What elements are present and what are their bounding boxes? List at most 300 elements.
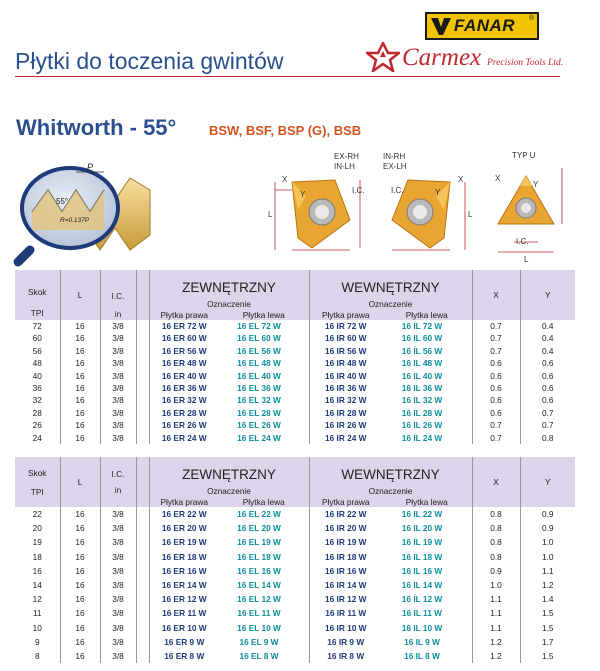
internal-left-code: 16 IL 22 W — [401, 509, 443, 519]
spacer-cell — [462, 345, 472, 357]
external-right-code: 16 ER 56 W — [161, 345, 207, 356]
fanar-brand-text: FANAR — [454, 16, 516, 35]
table-row — [15, 550, 575, 564]
internal-right-code: 16 IR 10 W — [324, 622, 367, 633]
spacer-cell — [136, 419, 149, 431]
x-cell: 0.7 — [472, 419, 520, 431]
external-right-code: 16 ER 36 W — [161, 383, 207, 394]
l-cell: 16 — [60, 535, 100, 549]
y-header-2: Y — [520, 457, 575, 507]
spacer-cell — [136, 507, 149, 521]
table-row — [15, 649, 575, 663]
table-row — [15, 635, 575, 649]
ic-cell: 3/8 — [100, 635, 136, 649]
external-left-code: 16 EL 56 W — [237, 345, 281, 356]
carmex-star-icon — [366, 42, 400, 72]
external-right-code: 16 ER 40 W — [161, 370, 207, 381]
y-cell: 1.5 — [541, 608, 554, 619]
x-cell: 0.8 — [472, 521, 520, 535]
ic-cell: 3/8 — [100, 432, 136, 444]
skok-header-2 — [15, 457, 60, 507]
external-designation-2: Oznaczenie — [149, 485, 309, 496]
spacer-cell — [136, 407, 149, 419]
table-row — [15, 394, 575, 406]
ic-cell: 3/8 — [100, 507, 136, 521]
external-left-code: 16 EL 28 W — [237, 407, 281, 418]
l-cell: 16 — [60, 320, 100, 332]
insert-right-y: Y — [533, 180, 539, 189]
ic-cell: 3/8 — [100, 332, 136, 344]
tpi-cell: 8 — [15, 649, 60, 663]
internal-left-code: 16 IL 20 W — [401, 523, 443, 534]
external-left-code: 16 EL 11 W — [237, 608, 281, 619]
x-cell: 0.6 — [472, 382, 520, 394]
internal-right-code: 16 IR 26 W — [324, 420, 367, 431]
external-right-code: 16 ER 22 W — [161, 509, 207, 519]
l-cell: 16 — [60, 345, 100, 357]
internal-right-code: 16 IR 40 W — [324, 370, 367, 381]
external-designation: Oznaczenie — [149, 298, 309, 309]
external-right-code: 16 ER 16 W — [161, 565, 207, 576]
spacer-cell — [136, 357, 149, 369]
y-cell: 0.8 — [541, 432, 554, 443]
l-cell: 16 — [60, 606, 100, 620]
y-cell: 1.7 — [541, 636, 554, 647]
ic-cell: 3/8 — [100, 394, 136, 406]
table-row — [15, 357, 575, 369]
internal-left-code: 16 IL 36 W — [401, 383, 443, 394]
internal-right-code: 16 IR 28 W — [324, 407, 367, 418]
internal-right-code: 16 IR 19 W — [324, 537, 367, 548]
ic-cell: 3/8 — [100, 606, 136, 620]
external-right-header: Płytka prawa — [149, 309, 219, 320]
skok-label-2: Skok — [28, 467, 47, 478]
external-left-code: 16 EL 24 W — [237, 432, 281, 443]
internal-left-header-2: Płytka lewa — [382, 496, 472, 507]
internal-left-code: 16 IL 32 W — [401, 395, 443, 406]
table-row — [15, 320, 575, 332]
spacer-cell — [136, 592, 149, 606]
spacer-cell — [299, 535, 309, 549]
internal-left-code: 16 IL 18 W — [401, 551, 443, 562]
l-cell: 16 — [60, 382, 100, 394]
tpi-cell: 32 — [15, 394, 60, 406]
internal-right-code: 16 IR 14 W — [324, 580, 367, 591]
skok-label: Skok — [28, 287, 47, 297]
external-right-code: 16 ER 32 W — [161, 395, 207, 406]
spacer-cell — [299, 578, 309, 592]
table-row — [15, 507, 575, 521]
ic-cell: 3/8 — [100, 592, 136, 606]
ic-cell: 3/8 — [100, 649, 136, 663]
spacer-cell — [462, 578, 472, 592]
spacer-cell — [462, 535, 472, 549]
spacer-cell — [136, 621, 149, 635]
internal-right-code: 16 IR 20 W — [324, 523, 367, 534]
spacer-cell — [136, 370, 149, 382]
tpi-cell: 40 — [15, 370, 60, 382]
insert-mid-x: X — [458, 175, 464, 184]
l-cell: 16 — [60, 432, 100, 444]
spacer-cell — [136, 521, 149, 535]
internal-right-code: 16 IR 9 W — [327, 636, 365, 647]
spacer-cell — [299, 345, 309, 357]
x-cell: 0.7 — [472, 432, 520, 444]
spacer-cell — [299, 357, 309, 369]
spacer-cell — [136, 394, 149, 406]
external-right-header-2: Płytka prawa — [149, 496, 219, 507]
internal-right-code: 16 IR 24 W — [324, 432, 367, 443]
internal-right-code: 16 IR 48 W — [324, 358, 367, 369]
ic-cell: 3/8 — [100, 521, 136, 535]
tpi-label-2: TPI — [30, 486, 44, 497]
l-cell: 16 — [60, 550, 100, 564]
y-cell: 1.2 — [541, 580, 554, 591]
x-cell: 0.8 — [472, 550, 520, 564]
y-cell: 0.7 — [541, 407, 554, 418]
spacer-cell — [299, 382, 309, 394]
tpi-cell: 16 — [15, 564, 60, 578]
l-cell: 16 — [60, 419, 100, 431]
x-cell: 0.9 — [472, 564, 520, 578]
external-left-code: 16 EL 16 W — [237, 565, 281, 576]
insert-left-label-1: EX-RH — [334, 152, 359, 161]
spacer-cell — [299, 394, 309, 406]
spacer-cell — [136, 578, 149, 592]
tpi-cell: 18 — [15, 550, 60, 564]
insert-mid-y: Y — [435, 188, 441, 197]
internal-left-code: 16 IL 26 W — [401, 420, 443, 431]
l-cell: 16 — [60, 407, 100, 419]
spacer-cell — [136, 382, 149, 394]
external-left-code: 16 EL 26 W — [237, 420, 281, 431]
spacer-cell — [462, 649, 472, 663]
internal-right-code: 16 IR 16 W — [324, 565, 367, 576]
external-right-code: 16 ER 18 W — [161, 551, 207, 562]
y-cell: 1.5 — [541, 622, 554, 633]
x-cell: 1.0 — [472, 578, 520, 592]
tpi-cell: 12 — [15, 592, 60, 606]
internal-left-code: 16 IL 10 W — [401, 622, 443, 633]
tpi-cell: 28 — [15, 407, 60, 419]
tpi-cell: 56 — [15, 345, 60, 357]
spacer-cell — [299, 564, 309, 578]
ic-label: I.C. — [111, 291, 125, 301]
x-cell: 0.7 — [472, 332, 520, 344]
x-cell: 0.6 — [472, 357, 520, 369]
l-cell: 16 — [60, 521, 100, 535]
external-right-code: 16 ER 72 W — [161, 321, 207, 331]
spacer-cell — [136, 635, 149, 649]
tpi-cell: 60 — [15, 332, 60, 344]
spacer-cell — [299, 507, 309, 521]
external-left-code: 16 EL 9 W — [239, 636, 279, 647]
x-cell: 1.1 — [472, 606, 520, 620]
tpi-cell: 36 — [15, 382, 60, 394]
internal-right-code: 16 IR 18 W — [324, 551, 367, 562]
header-divider — [15, 76, 560, 77]
internal-left-code: 16 IL 11 W — [402, 608, 442, 619]
ic-cell: 3/8 — [100, 407, 136, 419]
section-title: Whitworth - 55° — [16, 115, 177, 140]
l-cell: 16 — [60, 370, 100, 382]
table-row — [15, 345, 575, 357]
insert-mid-label-2: EX-LH — [383, 162, 407, 171]
x-header-2: X — [472, 457, 520, 507]
l-cell: 16 — [60, 635, 100, 649]
l-cell: 16 — [60, 578, 100, 592]
spacer-cell — [462, 332, 472, 344]
x-cell: 1.1 — [472, 592, 520, 606]
internal-right-header-2: Płytka prawa — [309, 496, 382, 507]
internal-right-code: 16 IR 56 W — [324, 345, 367, 356]
internal-designation: Oznaczenie — [309, 298, 472, 309]
registered-mark: ® — [528, 15, 534, 22]
spacer-cell — [136, 535, 149, 549]
y-cell: 1.0 — [541, 537, 554, 548]
ic-header-2 — [100, 457, 136, 507]
spacer-cell — [136, 564, 149, 578]
internal-right-code: 16 IR 72 W — [324, 321, 367, 331]
internal-left-code: 16 IL 14 W — [401, 580, 443, 591]
spacer-cell — [136, 649, 149, 663]
ic-cell: 3/8 — [100, 621, 136, 635]
insert-mid-ic: I.C. — [391, 186, 404, 195]
x-cell: 0.6 — [472, 407, 520, 419]
l-cell: 16 — [60, 564, 100, 578]
insert-mid-l: L — [468, 210, 473, 219]
spacer-cell — [136, 332, 149, 344]
external-left-header: Płytka lewa — [219, 309, 309, 320]
external-left-code: 16 EL 19 W — [237, 537, 281, 548]
ic-cell: 3/8 — [100, 382, 136, 394]
thread-standards: BSW, BSF, BSP (G), BSB — [209, 123, 362, 138]
external-left-code: 16 EL 22 W — [237, 509, 281, 519]
ic-header — [100, 270, 136, 320]
internal-left-code: 16 IL 8 W — [404, 651, 440, 662]
table-whitworth-fine — [15, 270, 575, 444]
l-cell: 16 — [60, 332, 100, 344]
y-cell: 0.7 — [541, 420, 554, 431]
internal-left-code: 16 IL 9 W — [404, 636, 440, 647]
l-cell: 16 — [60, 592, 100, 606]
external-right-code: 16 ER 26 W — [161, 420, 207, 431]
internal-right-code: 16 IR 32 W — [324, 395, 367, 406]
spacer-cell — [299, 635, 309, 649]
page-title: Płytki do toczenia gwintów — [15, 48, 284, 74]
x-cell: 0.8 — [472, 535, 520, 549]
spacer-cell — [462, 635, 472, 649]
spacer-cell — [462, 357, 472, 369]
l-cell: 16 — [60, 357, 100, 369]
table-row — [15, 332, 575, 344]
external-left-code: 16 EL 20 W — [237, 523, 281, 534]
insert-left-y: Y — [300, 190, 306, 199]
table-row — [15, 407, 575, 419]
spacer-cell — [299, 592, 309, 606]
external-left-header-2: Płytka lewa — [219, 496, 309, 507]
external-left-code: 16 EL 12 W — [237, 594, 281, 605]
external-right-code: 16 ER 9 W — [164, 636, 205, 647]
spacer-cell — [299, 649, 309, 663]
y-cell: 0.6 — [541, 370, 554, 381]
external-right-code: 16 ER 14 W — [161, 580, 207, 591]
table-row — [15, 578, 575, 592]
internal-left-header: Płytka lewa — [382, 309, 472, 320]
x-cell: 1.2 — [472, 635, 520, 649]
internal-right-code: 16 IR 36 W — [324, 383, 367, 394]
angle-label: 55° — [56, 197, 69, 206]
x-cell: 0.8 — [472, 507, 520, 521]
external-right-code: 16 ER 24 W — [161, 432, 207, 443]
internal-right-header: Płytka prawa — [309, 309, 382, 320]
y-cell: 0.6 — [541, 358, 554, 369]
x-cell: 0.6 — [472, 370, 520, 382]
ic-cell: 3/8 — [100, 357, 136, 369]
insert-left-ic: I.C. — [352, 186, 365, 195]
external-left-code: 16 EL 40 W — [237, 370, 281, 381]
insert-right-ic: I.C. — [516, 237, 529, 246]
skok-header — [15, 270, 60, 320]
y-cell: 0.9 — [541, 523, 554, 534]
y-cell: 0.9 — [541, 509, 554, 519]
external-left-code: 16 EL 72 W — [237, 321, 281, 331]
spacer-cell — [462, 407, 472, 419]
insert-left-l: L — [268, 210, 273, 219]
spacer-cell — [299, 407, 309, 419]
x-cell: 0.6 — [472, 394, 520, 406]
x-cell: 0.7 — [472, 345, 520, 357]
ic-cell: 3/8 — [100, 419, 136, 431]
l-cell: 16 — [60, 507, 100, 521]
external-right-code: 16 ER 28 W — [161, 407, 207, 418]
tpi-cell: 10 — [15, 621, 60, 635]
table-row — [15, 535, 575, 549]
internal-header: WEWNĘTRZNY — [309, 270, 472, 298]
tpi-cell: 26 — [15, 419, 60, 431]
internal-header-2: WEWNĘTRZNY — [309, 457, 472, 485]
external-left-code: 16 EL 18 W — [237, 551, 281, 562]
table-row — [15, 592, 575, 606]
tpi-cell: 22 — [15, 507, 60, 521]
pitch-label: P — [87, 162, 94, 172]
internal-right-code: 16 IR 22 W — [324, 509, 367, 519]
internal-left-code: 16 IL 12 W — [401, 594, 443, 605]
external-right-code: 16 ER 8 W — [164, 651, 205, 662]
external-left-code: 16 EL 36 W — [237, 383, 281, 394]
table-row — [15, 370, 575, 382]
ic-cell: 3/8 — [100, 578, 136, 592]
y-cell: 1.0 — [541, 551, 554, 562]
x-cell: 0.7 — [472, 320, 520, 332]
internal-right-code: 16 IR 8 W — [327, 651, 365, 662]
tpi-cell: 11 — [15, 606, 60, 620]
y-cell: 0.6 — [541, 395, 554, 406]
spacer-cell — [299, 370, 309, 382]
ic-cell: 3/8 — [100, 320, 136, 332]
fanar-v-icon — [430, 15, 452, 37]
ic-cell: 3/8 — [100, 564, 136, 578]
spacer-cell — [299, 521, 309, 535]
x-header: X — [472, 270, 520, 320]
external-right-code: 16 ER 12 W — [161, 594, 207, 605]
ic-cell: 3/8 — [100, 345, 136, 357]
spacer-cell — [299, 432, 309, 444]
spacer-cell — [299, 621, 309, 635]
table-row — [15, 432, 575, 444]
y-cell: 1.1 — [541, 565, 554, 576]
y-cell: 0.4 — [541, 321, 554, 331]
external-right-code: 16 ER 10 W — [161, 622, 207, 633]
internal-left-code: 16 IL 19 W — [401, 537, 443, 548]
external-right-code: 16 ER 20 W — [161, 523, 207, 534]
insert-mid-label-1: IN-RH — [383, 152, 406, 161]
external-right-code: 16 ER 11 W — [162, 608, 207, 619]
y-cell: 0.4 — [541, 345, 554, 356]
l-header: L — [60, 270, 100, 320]
spacer-cell — [299, 550, 309, 564]
spacer-cell — [462, 320, 472, 332]
l-header-2: L — [60, 457, 100, 507]
fanar-logo — [425, 12, 539, 40]
external-right-code: 16 ER 48 W — [161, 358, 207, 369]
internal-left-code: 16 IL 24 W — [401, 432, 443, 443]
tpi-cell: 72 — [15, 320, 60, 332]
tpi-cell: 48 — [15, 357, 60, 369]
external-left-code: 16 EL 14 W — [237, 580, 281, 591]
insert-right-x: X — [495, 174, 501, 183]
spacer-cell — [136, 550, 149, 564]
l-cell: 16 — [60, 621, 100, 635]
carmex-tagline: Precision Tools Ltd. — [487, 58, 564, 68]
tpi-label: TPI — [30, 308, 44, 318]
external-right-code: 16 ER 60 W — [161, 333, 207, 344]
table-row — [15, 564, 575, 578]
x-cell: 1.2 — [472, 649, 520, 663]
ic-cell: 3/8 — [100, 535, 136, 549]
y-header: Y — [520, 270, 575, 320]
external-left-code: 16 EL 60 W — [237, 333, 281, 344]
table-row — [15, 606, 575, 620]
insert-right-label: TYP U — [512, 151, 536, 160]
internal-designation-2: Oznaczenie — [309, 485, 472, 496]
y-cell: 1.4 — [541, 594, 554, 605]
x-cell: 1.1 — [472, 621, 520, 635]
radius-label: R=0.137P — [60, 217, 90, 224]
internal-right-code: 16 IR 60 W — [324, 333, 367, 344]
spacer-cell — [299, 320, 309, 332]
carmex-brand: Carmex — [402, 44, 482, 71]
spacer-cell — [462, 550, 472, 564]
internal-left-code: 16 IL 56 W — [401, 345, 443, 356]
tpi-cell: 19 — [15, 535, 60, 549]
insert-left-label-2: IN-LH — [334, 162, 355, 171]
l-cell: 16 — [60, 649, 100, 663]
ic-label-2: I.C. — [111, 469, 125, 479]
l-cell: 16 — [60, 394, 100, 406]
spacer-cell — [462, 564, 472, 578]
spacer-cell — [462, 521, 472, 535]
table-row — [15, 621, 575, 635]
spacer-cell — [462, 432, 472, 444]
tpi-cell: 20 — [15, 521, 60, 535]
internal-left-code: 16 IL 28 W — [401, 407, 443, 418]
thread-profile-illustration — [10, 150, 160, 268]
spacer-cell — [462, 394, 472, 406]
table-row — [15, 419, 575, 431]
internal-right-code: 16 IR 12 W — [324, 594, 367, 605]
internal-left-code: 16 IL 72 W — [401, 321, 443, 331]
